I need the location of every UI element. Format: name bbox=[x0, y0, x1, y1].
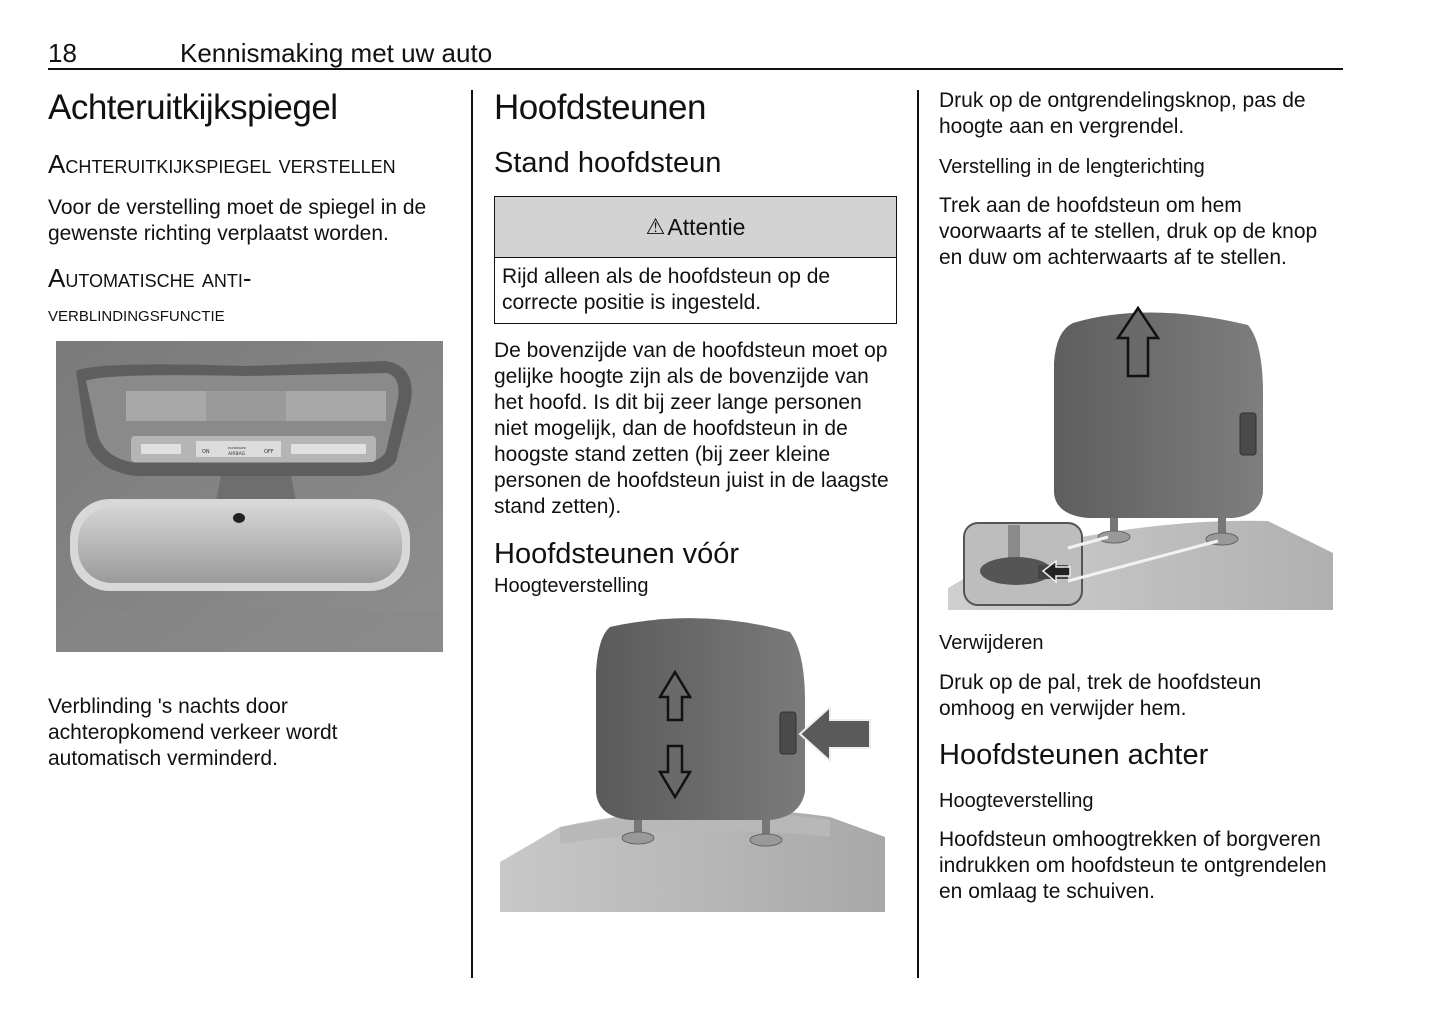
longitudinal-adjust-heading: Verstelling in de lengterichting bbox=[939, 156, 1205, 178]
auto-dim-heading-line2: verblindingsfunctie bbox=[48, 301, 225, 326]
headrest-position-text: De bovenzijde van de hoofdsteun moet op gelijke hoogte zijn als de bovenzijde van het hoofd. Is dit bij zeer lange personen niet mogelijk, dan de hoofdsteun in de hoogste stand zetten (bij zeer kleine personen de hoofdsteun juist in de laagste stand zetten). bbox=[494, 339, 889, 518]
mirror-adjust-text: Voor de verstelling moet de spiegel in de gewenste richting verplaatst worden. bbox=[48, 196, 427, 245]
mirror-illustration bbox=[56, 341, 443, 652]
chapter-title: Kennismaking met uw auto bbox=[180, 38, 493, 68]
auto-dim-heading-line1: Automatische anti- bbox=[48, 263, 252, 293]
auto-dim-text: Verblinding 's nachts door achteropkomend verkeer wordt automatisch verminderd. bbox=[48, 695, 338, 770]
header-rule bbox=[48, 68, 1343, 70]
rear-height-adjust-text: Hoofdsteun omhoogtrekken of borgveren indrukken om hoofdsteun te ontgrendelen en omlaag te schuiven. bbox=[939, 828, 1327, 903]
remove-text: Druk op de pal, trek de hoofdsteun omhoog en verwijder hem. bbox=[939, 671, 1262, 720]
warning-header bbox=[495, 197, 896, 258]
column-divider-2 bbox=[917, 90, 919, 978]
mirror-title: Achteruitkijkspiegel bbox=[48, 88, 338, 127]
front-headrest-illustration bbox=[500, 612, 890, 912]
mirror-on-label: ON bbox=[202, 449, 210, 455]
mirror-adjust-heading: Achteruitkijkspiegel verstellen bbox=[48, 149, 396, 179]
mirror-airbag-label: AIRBAG bbox=[228, 452, 246, 457]
remove-heading: Verwijderen bbox=[939, 632, 1044, 654]
mirror-off-label: OFF bbox=[264, 449, 274, 455]
headrests-title: Hoofdsteunen bbox=[494, 88, 706, 127]
front-headrests-heading: Hoofdsteunen vóór bbox=[494, 538, 740, 570]
front-height-adjust-heading: Hoogteverstelling bbox=[494, 575, 649, 597]
warning-label: Attentie bbox=[667, 213, 746, 240]
release-button-text: Druk op de ontgrendelingsknop, pas de hoogte aan en vergrendel. bbox=[939, 89, 1306, 138]
rear-headrests-heading: Hoofdsteunen achter bbox=[939, 739, 1209, 771]
rear-height-adjust-heading: Hoogteverstelling bbox=[939, 790, 1094, 812]
longitudinal-adjust-text: Trek aan de hoofdsteun om hem voorwaarts af te stellen, druk op de knop en duw om achterwaarts af te stellen. bbox=[939, 194, 1318, 269]
page-number: 18 bbox=[48, 38, 77, 68]
column-divider-1 bbox=[471, 90, 473, 978]
warning-box bbox=[494, 196, 897, 324]
warning-triangle-icon: ⚠ bbox=[645, 214, 666, 239]
warning-text: Rijd alleen als de hoofdsteun op de correcte positie is ingesteld. bbox=[502, 265, 831, 314]
headrest-position-heading: Stand hoofdsteun bbox=[494, 147, 722, 179]
longitudinal-headrest-illustration bbox=[948, 303, 1333, 610]
mirror-passenger-label: PASSENGER bbox=[228, 446, 246, 450]
